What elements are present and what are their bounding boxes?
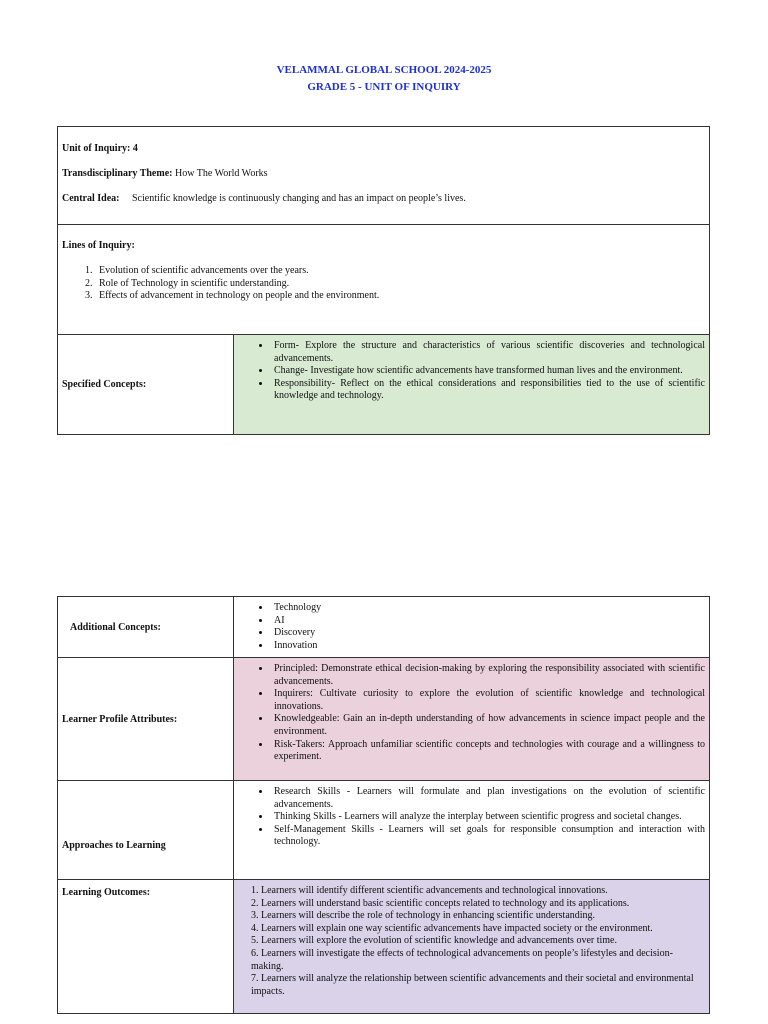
list-item: • Self-Management Skills - Learners will set goals for responsible consumption and interaction with technology.: [271, 824, 705, 849]
lines-of-inquiry-section: [58, 225, 709, 335]
approaches-row: [58, 781, 709, 880]
approaches-cell: [234, 781, 709, 879]
learning-outcomes-row: [58, 880, 709, 1013]
additional-concepts-list: [238, 602, 705, 652]
specified-concepts-cell: [234, 335, 709, 434]
list-item: 1. Evolution of scientific advancements over the years.: [95, 265, 705, 278]
list-item: • Inquirers: Cultivate curiosity to explore the evolution of scientific knowledge and technological innovations.: [271, 688, 705, 713]
list-item: 7. Learners will analyze the relationship between scientific advancements and their societal and environmental impacts.: [251, 973, 694, 997]
specified-concepts-label: Specified Concepts:: [58, 335, 234, 434]
additional-concepts-row: [58, 597, 709, 658]
central-idea-label: Central Idea:: [62, 193, 120, 204]
central-idea-value: Scientific knowledge is continuously changing and has an impact on people’s lives.: [132, 193, 466, 204]
document-header: [0, 62, 768, 96]
additional-concepts-label: Additional Concepts:: [58, 597, 234, 657]
theme-line: [62, 168, 705, 180]
list-item: • Discovery: [271, 627, 705, 640]
learner-profile-row: [58, 658, 709, 781]
list-item: • Change- Investigate how scientific advancements have transformed human lives and the environment.: [271, 365, 705, 378]
list-item: • Principled: Demonstrate ethical decision-making by exploring the responsibility associated with scientific advancements.: [271, 663, 705, 688]
learning-outcomes-cell: [234, 880, 709, 1013]
specified-concepts-list: [238, 340, 705, 403]
list-item: • Form- Explore the structure and characteristics of various scientific discoveries and technological advancements.: [271, 340, 705, 365]
grade-unit-title: GRADE 5 - UNIT OF INQUIRY: [307, 81, 461, 93]
lines-of-inquiry-list: [62, 265, 705, 303]
list-item: • Innovation: [271, 640, 705, 653]
list-item: • Research Skills - Learners will formulate and plan investigations on the evolution of scientific advancements.: [271, 786, 705, 811]
additional-concepts-cell: [234, 597, 709, 657]
list-item: 3. Learners will describe the role of technology in enhancing scientific understanding.: [251, 910, 596, 922]
central-idea-line: [62, 193, 705, 205]
theme-label: Transdisciplinary Theme:: [62, 168, 173, 179]
list-item: 1. Learners will identify different scientific advancements and technological innovations.: [251, 885, 608, 896]
list-item: • Knowledgeable: Gain an in-depth understanding of how advancements in science impact people and the environment.: [271, 713, 705, 738]
unit-number: Unit of Inquiry: 4: [62, 143, 138, 154]
unit-overview-table: [57, 126, 710, 435]
unit-info-section: [58, 127, 709, 225]
list-item: 3. Effects of advancement in technology on people and the environment.: [95, 290, 705, 303]
theme-value: How The World Works: [174, 168, 268, 179]
unit-details-table: [57, 596, 710, 1014]
list-item: • Responsibility- Reflect on the ethical considerations and responsibilities tied to the use of scientific knowledge and technology.: [271, 378, 705, 403]
list-item: 6. Learners will investigate the effects of technological advancements on people’s lifestyles and decision-making.: [251, 947, 673, 972]
learning-outcomes-label: Learning Outcomes:: [58, 880, 234, 1013]
list-item: • AI: [271, 615, 705, 628]
learner-profile-list: [238, 663, 705, 764]
approaches-label: Approaches to Learning: [58, 781, 234, 879]
list-item: 2. Role of Technology in scientific understanding.: [95, 278, 705, 291]
approaches-list: [238, 786, 705, 849]
lines-of-inquiry-label: Lines of Inquiry:: [62, 240, 135, 251]
learner-profile-label: Learner Profile Attributes:: [58, 658, 234, 780]
list-item: • Technology: [271, 602, 705, 615]
list-item: • Risk-Takers: Approach unfamiliar scientific concepts and technologies with courage and a willingness to experiment.: [271, 739, 705, 764]
learner-profile-cell: [234, 658, 709, 780]
list-item: 5. Learners will explore the evolution of scientific knowledge and advancements over time.: [251, 935, 617, 947]
list-item: 2. Learners will understand basic scientific concepts related to technology and its applications.: [251, 897, 630, 909]
specified-concepts-row: [58, 335, 709, 434]
list-item: • Thinking Skills - Learners will analyze the interplay between scientific progress and societal changes.: [271, 811, 705, 824]
school-title: VELAMMAL GLOBAL SCHOOL 2024-2025: [276, 64, 492, 76]
list-item: 4. Learners will explain one way scientific advancements have impacted society or the environment.: [251, 922, 653, 934]
